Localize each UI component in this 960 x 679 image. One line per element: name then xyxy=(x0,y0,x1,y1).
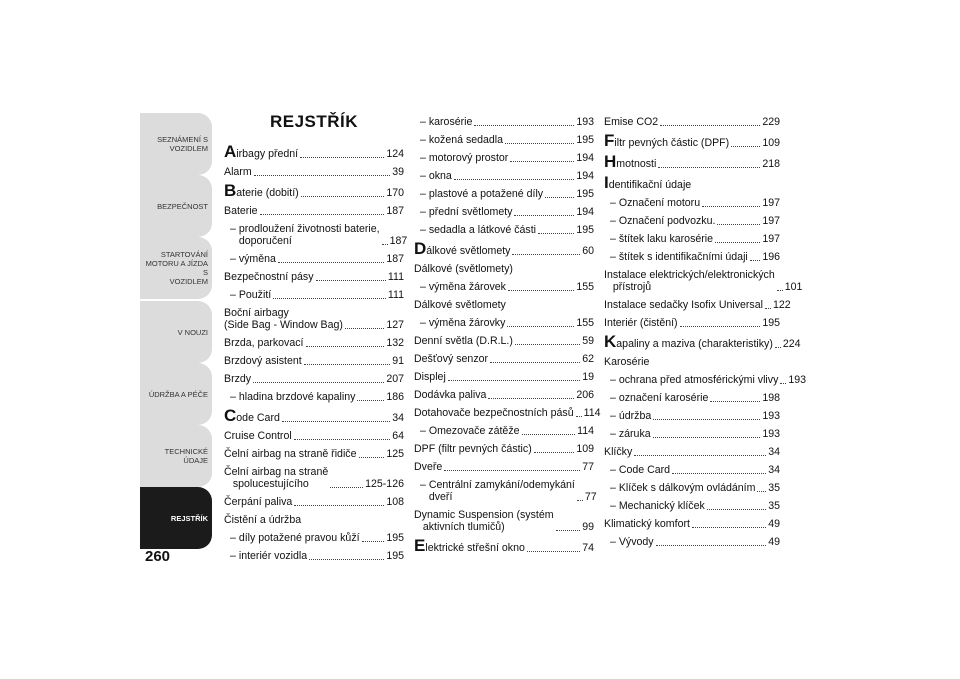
index-entry-text: Instalace elektrických/elektronických přístrojů xyxy=(604,269,775,293)
index-page-ref[interactable]: 35 xyxy=(768,482,780,494)
index-page-ref[interactable]: 195 xyxy=(576,188,594,200)
index-entry-text: – záruka xyxy=(610,428,651,440)
index-page-ref[interactable]: 132 xyxy=(386,337,404,349)
index-entry xyxy=(414,461,594,473)
index-page-ref[interactable]: 193 xyxy=(788,374,807,386)
index-page-ref[interactable]: 108 xyxy=(386,496,404,508)
index-entry xyxy=(414,335,594,347)
index-entry xyxy=(414,509,594,533)
index-page-ref[interactable]: 74 xyxy=(582,542,594,554)
index-page-ref[interactable]: 197 xyxy=(762,197,780,209)
index-page-ref[interactable]: 187 xyxy=(389,235,408,247)
index-page-ref[interactable]: 109 xyxy=(762,137,780,149)
index-page-ref[interactable]: 224 xyxy=(782,338,801,350)
dot-leader xyxy=(653,418,760,420)
index-page-ref[interactable]: 206 xyxy=(576,389,594,401)
index-entry xyxy=(414,317,594,329)
index-entry-text: – Vývody xyxy=(610,536,654,548)
index-page-ref[interactable]: 35 xyxy=(768,500,780,512)
dot-leader xyxy=(634,454,766,456)
dot-leader xyxy=(780,382,786,384)
index-entry-text: – označení karosérie xyxy=(610,392,709,404)
index-initial-letter: A xyxy=(224,142,237,161)
index-entry-text: Dešťový senzor xyxy=(414,353,489,365)
index-entry-text: Karosérie xyxy=(604,356,650,368)
index-page-ref[interactable]: 49 xyxy=(768,536,780,548)
index-page-ref[interactable]: 114 xyxy=(577,425,594,437)
index-initial-letter: H xyxy=(604,152,617,171)
dot-leader xyxy=(382,243,388,245)
section-tab-label: BEZPEČNOST xyxy=(157,201,208,211)
index-page-ref[interactable]: 218 xyxy=(762,158,780,170)
index-page-ref[interactable]: 111 xyxy=(387,271,404,283)
section-tab-6[interactable] xyxy=(140,425,212,487)
index-entry-text: – díly potažené pravou kůží xyxy=(230,532,360,544)
index-entry-text: iltr pevných částic (DPF) xyxy=(614,137,730,149)
dot-leader xyxy=(775,346,781,348)
dot-leader xyxy=(444,469,580,471)
index-entry-text: – karosérie xyxy=(420,116,473,128)
dot-leader xyxy=(715,241,760,243)
section-tab-5[interactable] xyxy=(140,363,212,425)
index-entry-text: irbagy přední xyxy=(236,148,299,160)
dot-leader xyxy=(757,490,766,492)
dot-leader xyxy=(260,213,385,215)
dot-leader xyxy=(680,325,761,327)
index-entry-text: aterie (dobití) xyxy=(236,187,299,199)
index-page-ref[interactable]: 197 xyxy=(762,215,780,227)
index-entry-text: Emise CO2 xyxy=(604,116,659,128)
index-entry-text: – kožená sedadla xyxy=(420,134,504,146)
index-page-ref[interactable]: 194 xyxy=(576,170,594,182)
index-entry xyxy=(414,116,594,128)
dot-leader xyxy=(454,178,575,180)
index-page-ref[interactable]: 229 xyxy=(762,116,780,128)
section-tab-4[interactable] xyxy=(140,301,212,363)
index-entry-text: Dálkové (světlomety) xyxy=(414,263,513,275)
index-page-ref[interactable]: 207 xyxy=(386,373,404,385)
dot-leader xyxy=(545,196,574,198)
index-entry-text: – prodloužení životnosti baterie, doporučení xyxy=(230,223,380,247)
dot-leader xyxy=(294,504,384,506)
index-page-ref[interactable]: 19 xyxy=(582,371,594,383)
index-entry-text: motnosti xyxy=(616,158,657,170)
dot-leader xyxy=(577,499,583,501)
index-entry-text: Dotahovače bezpečnostních pásů xyxy=(414,407,574,419)
dot-leader xyxy=(448,379,580,381)
dot-leader xyxy=(362,540,385,542)
index-page-ref[interactable]: 34 xyxy=(392,412,404,424)
index-page-ref[interactable]: 60 xyxy=(582,245,594,257)
page-number: 260 xyxy=(145,548,171,565)
index-page-ref[interactable]: 77 xyxy=(584,491,597,503)
dot-leader xyxy=(765,307,771,309)
dot-leader xyxy=(653,436,761,438)
index-page-ref[interactable]: 193 xyxy=(762,428,780,440)
index-entry xyxy=(224,406,404,425)
section-tab-3[interactable] xyxy=(140,237,212,299)
dot-leader xyxy=(750,259,761,261)
index-entry xyxy=(414,134,594,146)
index-entry xyxy=(414,263,594,275)
index-page-ref[interactable]: 155 xyxy=(576,317,594,329)
index-entry-text: – ochrana před atmosférickými vlivy xyxy=(610,374,779,386)
index-page-ref[interactable]: 195 xyxy=(386,550,404,562)
index-entry-text: Denní světla (D.R.L.) xyxy=(414,335,513,347)
dot-leader xyxy=(672,472,766,474)
dot-leader xyxy=(702,205,760,207)
section-tab-label: V NOUZI xyxy=(177,327,208,337)
dot-leader xyxy=(359,456,385,458)
index-entry-text: – Omezovače zátěže xyxy=(420,425,520,437)
dot-leader xyxy=(710,400,760,402)
index-entry-text: – přední světlomety xyxy=(420,206,513,218)
index-page-ref[interactable]: 122 xyxy=(772,299,791,311)
index-entry xyxy=(604,392,780,404)
dot-leader xyxy=(717,223,760,225)
index-page-ref[interactable]: 64 xyxy=(392,430,404,442)
dot-leader xyxy=(505,142,574,144)
dot-leader xyxy=(278,261,384,263)
index-entry xyxy=(604,152,780,171)
dot-leader xyxy=(304,363,390,365)
index-entry-text: Displej xyxy=(414,371,446,383)
index-entry-text: DPF (filtr pevných částic) xyxy=(414,443,532,455)
index-entry-text: álkové světlomety xyxy=(426,245,511,257)
index-entry-text: Čelní airbag na straně spolucestujícího xyxy=(224,466,329,490)
index-entry xyxy=(414,206,594,218)
index-entry-text: Interiér (čistění) xyxy=(604,317,678,329)
index-page-ref[interactable]: 194 xyxy=(576,152,594,164)
dot-leader xyxy=(731,145,760,147)
index-page-ref[interactable]: 187 xyxy=(386,253,404,265)
index-entry xyxy=(224,550,404,562)
index-initial-letter: K xyxy=(604,332,617,351)
index-entry-text: Brzda, parkovací xyxy=(224,337,304,349)
dot-leader xyxy=(490,361,580,363)
index-entry-text: – Code Card xyxy=(610,464,671,476)
index-page-ref[interactable]: 195 xyxy=(762,317,780,329)
index-entry-text: Boční airbagy (Side Bag - Window Bag) xyxy=(224,307,343,331)
index-entry xyxy=(224,166,404,178)
index-entry xyxy=(604,116,780,128)
index-entry xyxy=(414,479,597,503)
index-entry-text: – Označení podvozku. xyxy=(610,215,716,227)
dot-leader xyxy=(576,415,582,417)
index-page-ref[interactable]: 59 xyxy=(582,335,594,347)
index-entry-text: – výměna xyxy=(230,253,276,265)
index-entry xyxy=(604,536,780,548)
index-entry xyxy=(414,371,594,383)
index-entry-text: Instalace sedačky Isofix Universal xyxy=(604,299,763,311)
dot-leader xyxy=(777,289,783,291)
index-page-ref[interactable]: 91 xyxy=(392,355,404,367)
index-page-ref[interactable]: 127 xyxy=(386,319,404,331)
dot-leader xyxy=(658,166,760,168)
index-entry-text: Čistění a údržba xyxy=(224,514,302,526)
index-column-2 xyxy=(414,116,601,560)
index-entry xyxy=(604,251,780,263)
index-entry xyxy=(604,233,780,245)
index-entry xyxy=(604,173,780,192)
section-tab-label: TECHNICKÉ ÚDAJE xyxy=(164,447,208,465)
index-entry-text: – Označení motoru xyxy=(610,197,701,209)
index-entry-text: – Centrální zamykání/odemykání dveří xyxy=(420,479,575,503)
index-page-ref[interactable]: 124 xyxy=(386,148,404,160)
index-entry xyxy=(604,500,780,512)
index-entry xyxy=(414,281,594,293)
index-entry xyxy=(414,407,601,419)
dot-leader xyxy=(282,420,390,422)
index-entry xyxy=(414,353,594,365)
dot-leader xyxy=(556,529,581,531)
dot-leader xyxy=(522,433,576,435)
index-entry-text: Brzdový asistent xyxy=(224,355,302,367)
index-page-ref[interactable]: 186 xyxy=(386,391,404,403)
dot-leader xyxy=(515,343,580,345)
index-column-1 xyxy=(224,112,408,568)
index-entry xyxy=(224,430,404,442)
index-page-ref[interactable]: 99 xyxy=(582,521,594,533)
section-tab-2[interactable] xyxy=(140,175,212,237)
index-entry xyxy=(224,253,404,265)
dot-leader xyxy=(512,253,580,255)
index-entry-text: – plastové a potažené díly xyxy=(420,188,544,200)
index-entry xyxy=(414,425,594,437)
index-initial-letter: D xyxy=(414,239,427,258)
dot-leader xyxy=(306,345,385,347)
section-tab-label: ÚDRŽBA A PÉČE xyxy=(148,389,208,399)
index-entry-text: Dálkové světlomety xyxy=(414,299,506,311)
index-entry xyxy=(414,239,594,258)
index-entry xyxy=(414,170,594,182)
dot-leader xyxy=(301,195,385,197)
index-entry xyxy=(224,289,404,301)
index-entry xyxy=(414,536,594,555)
index-entry xyxy=(224,205,404,217)
index-page-ref[interactable]: 195 xyxy=(576,224,594,236)
dot-leader xyxy=(357,399,384,401)
index-title: REJSTŘÍK xyxy=(269,112,359,131)
index-page-ref[interactable]: 193 xyxy=(762,410,780,422)
index-entry-text: Cruise Control xyxy=(224,430,292,442)
index-entry xyxy=(604,356,780,368)
index-entry-text: Dodávka paliva xyxy=(414,389,487,401)
index-initial-letter: E xyxy=(414,536,426,555)
index-entry-text: ode Card xyxy=(236,412,280,424)
index-page-ref[interactable]: 34 xyxy=(768,446,780,458)
index-entry-text: – Klíček s dálkovým ovládáním xyxy=(610,482,756,494)
index-page-ref[interactable]: 187 xyxy=(386,205,404,217)
index-entry-text: Dveře xyxy=(414,461,443,473)
index-page-ref[interactable]: 77 xyxy=(582,461,594,473)
index-page-ref[interactable]: 125-126 xyxy=(365,478,404,490)
dot-leader xyxy=(514,214,574,216)
index-entry-text: Čerpání paliva xyxy=(224,496,293,508)
index-entry xyxy=(224,391,404,403)
index-entry xyxy=(224,373,404,385)
index-entry xyxy=(414,443,594,455)
index-entry xyxy=(224,142,404,161)
index-entry xyxy=(604,317,780,329)
index-entry-text: – štítek laku karosérie xyxy=(610,233,714,245)
index-entry-text: – štítek s identifikačními údaji xyxy=(610,251,748,263)
index-entry-text: Klimatický komfort xyxy=(604,518,690,530)
dot-leader xyxy=(316,279,386,281)
index-entry xyxy=(604,197,780,209)
dot-leader xyxy=(330,486,363,488)
index-page-ref[interactable]: 197 xyxy=(762,233,780,245)
index-entry xyxy=(224,448,404,460)
dot-leader xyxy=(538,232,574,234)
index-page-ref[interactable]: 195 xyxy=(576,134,594,146)
index-entry xyxy=(604,374,807,386)
dot-leader xyxy=(660,124,760,126)
index-page-ref[interactable]: 170 xyxy=(386,187,404,199)
index-initial-letter: F xyxy=(604,131,615,150)
dot-leader xyxy=(253,381,384,383)
index-entry xyxy=(604,215,780,227)
index-page-ref[interactable]: 193 xyxy=(576,116,594,128)
index-entry xyxy=(414,299,594,311)
index-entry-text: – interiér vozidla xyxy=(230,550,308,562)
index-entry-text: – výměna žárovek xyxy=(420,281,506,293)
index-entry xyxy=(224,466,404,490)
index-entry xyxy=(604,518,780,530)
dot-leader xyxy=(294,438,390,440)
index-entry-text: – Mechanický klíček xyxy=(610,500,705,512)
index-entry xyxy=(604,446,780,458)
dot-leader xyxy=(692,526,766,528)
index-entry xyxy=(414,188,594,200)
index-entry xyxy=(604,410,780,422)
section-tab-7[interactable] xyxy=(140,487,212,549)
index-entry-text: – údržba xyxy=(610,410,652,422)
dot-leader xyxy=(656,544,767,546)
dot-leader xyxy=(300,156,384,158)
index-page-ref[interactable]: 39 xyxy=(392,166,404,178)
index-column-3 xyxy=(604,116,807,554)
dot-leader xyxy=(273,297,386,299)
section-tab-label: SEZNÁMENÍ S xyxy=(157,135,208,144)
index-page-ref[interactable]: 114 xyxy=(583,407,601,419)
dot-leader xyxy=(707,508,766,510)
index-entry xyxy=(604,131,780,150)
index-entry xyxy=(604,299,791,311)
index-entry-text: – hladina brzdové kapaliny xyxy=(230,391,356,403)
index-page-ref[interactable]: 109 xyxy=(576,443,594,455)
index-entry xyxy=(604,482,780,494)
index-entry-text: dentifikační údaje xyxy=(608,179,692,191)
index-entry-text: – sedadla a látkové části xyxy=(420,224,537,236)
dot-leader xyxy=(309,558,384,560)
index-entry xyxy=(224,355,404,367)
index-page-ref[interactable]: 194 xyxy=(576,206,594,218)
index-entry xyxy=(604,428,780,440)
dot-leader xyxy=(534,451,575,453)
dot-leader xyxy=(527,550,580,552)
index-entry xyxy=(224,181,404,200)
index-page-ref[interactable]: 111 xyxy=(387,289,404,301)
index-page-ref[interactable]: 34 xyxy=(768,464,780,476)
section-tab-label: STARTOVÁNÍ xyxy=(160,250,208,259)
dot-leader xyxy=(507,325,574,327)
dot-leader xyxy=(510,160,574,162)
index-page-ref[interactable]: 62 xyxy=(582,353,594,365)
index-entry xyxy=(414,152,594,164)
section-tab-label: VOZIDLEM xyxy=(169,277,208,286)
index-entry xyxy=(414,224,594,236)
index-page-ref[interactable]: 155 xyxy=(576,281,594,293)
index-entry-text: Bezpečnostní pásy xyxy=(224,271,314,283)
index-entry-text: – okna xyxy=(420,170,452,182)
dot-leader xyxy=(474,124,574,126)
index-page-ref[interactable]: 196 xyxy=(762,251,780,263)
dot-leader xyxy=(488,397,574,399)
index-entry xyxy=(604,332,801,351)
index-page-ref[interactable]: 49 xyxy=(768,518,780,530)
index-entry-text: – výměna žárovky xyxy=(420,317,506,329)
index-entry-text: Klíčky xyxy=(604,446,633,458)
section-tab-label: VOZIDLEM xyxy=(169,144,208,153)
index-entry xyxy=(224,307,404,331)
index-entry xyxy=(224,271,404,283)
dot-leader xyxy=(345,327,384,329)
index-entry-text: – motorový prostor xyxy=(420,152,509,164)
index-initial-letter: B xyxy=(224,181,237,200)
index-entry xyxy=(224,223,408,247)
index-page-ref[interactable]: 101 xyxy=(784,281,803,293)
index-entry xyxy=(604,464,780,476)
index-entry-text: Alarm xyxy=(224,166,252,178)
section-tab-label: MOTORU A JÍZDA S xyxy=(145,259,208,277)
index-entry-text: Dynamic Suspension (systém aktivních tlumičů) xyxy=(414,509,554,533)
index-page-ref[interactable]: 195 xyxy=(386,532,404,544)
section-tab-label: REJSTŘÍK xyxy=(170,513,208,523)
index-initial-letter: I xyxy=(604,173,609,192)
dot-leader xyxy=(254,174,391,176)
index-page-ref[interactable]: 125 xyxy=(386,448,404,460)
index-entry xyxy=(604,269,803,293)
index-entry xyxy=(224,337,404,349)
index-entry-text: Čelní airbag na straně řidiče xyxy=(224,448,357,460)
index-entry-text: apaliny a maziva (charakteristiky) xyxy=(616,338,773,350)
index-entry-text: Baterie xyxy=(224,205,258,217)
dot-leader xyxy=(508,289,574,291)
index-entry xyxy=(224,514,404,526)
section-tab-1[interactable] xyxy=(140,113,212,175)
index-entry xyxy=(224,496,404,508)
index-entry-text: Brzdy xyxy=(224,373,252,385)
index-entry xyxy=(224,532,404,544)
index-entry-text: – Použití xyxy=(230,289,272,301)
index-entry-text: lektrické střešní okno xyxy=(425,542,525,554)
index-page-ref[interactable]: 198 xyxy=(762,392,780,404)
index-entry xyxy=(414,389,594,401)
index-initial-letter: C xyxy=(224,406,237,425)
